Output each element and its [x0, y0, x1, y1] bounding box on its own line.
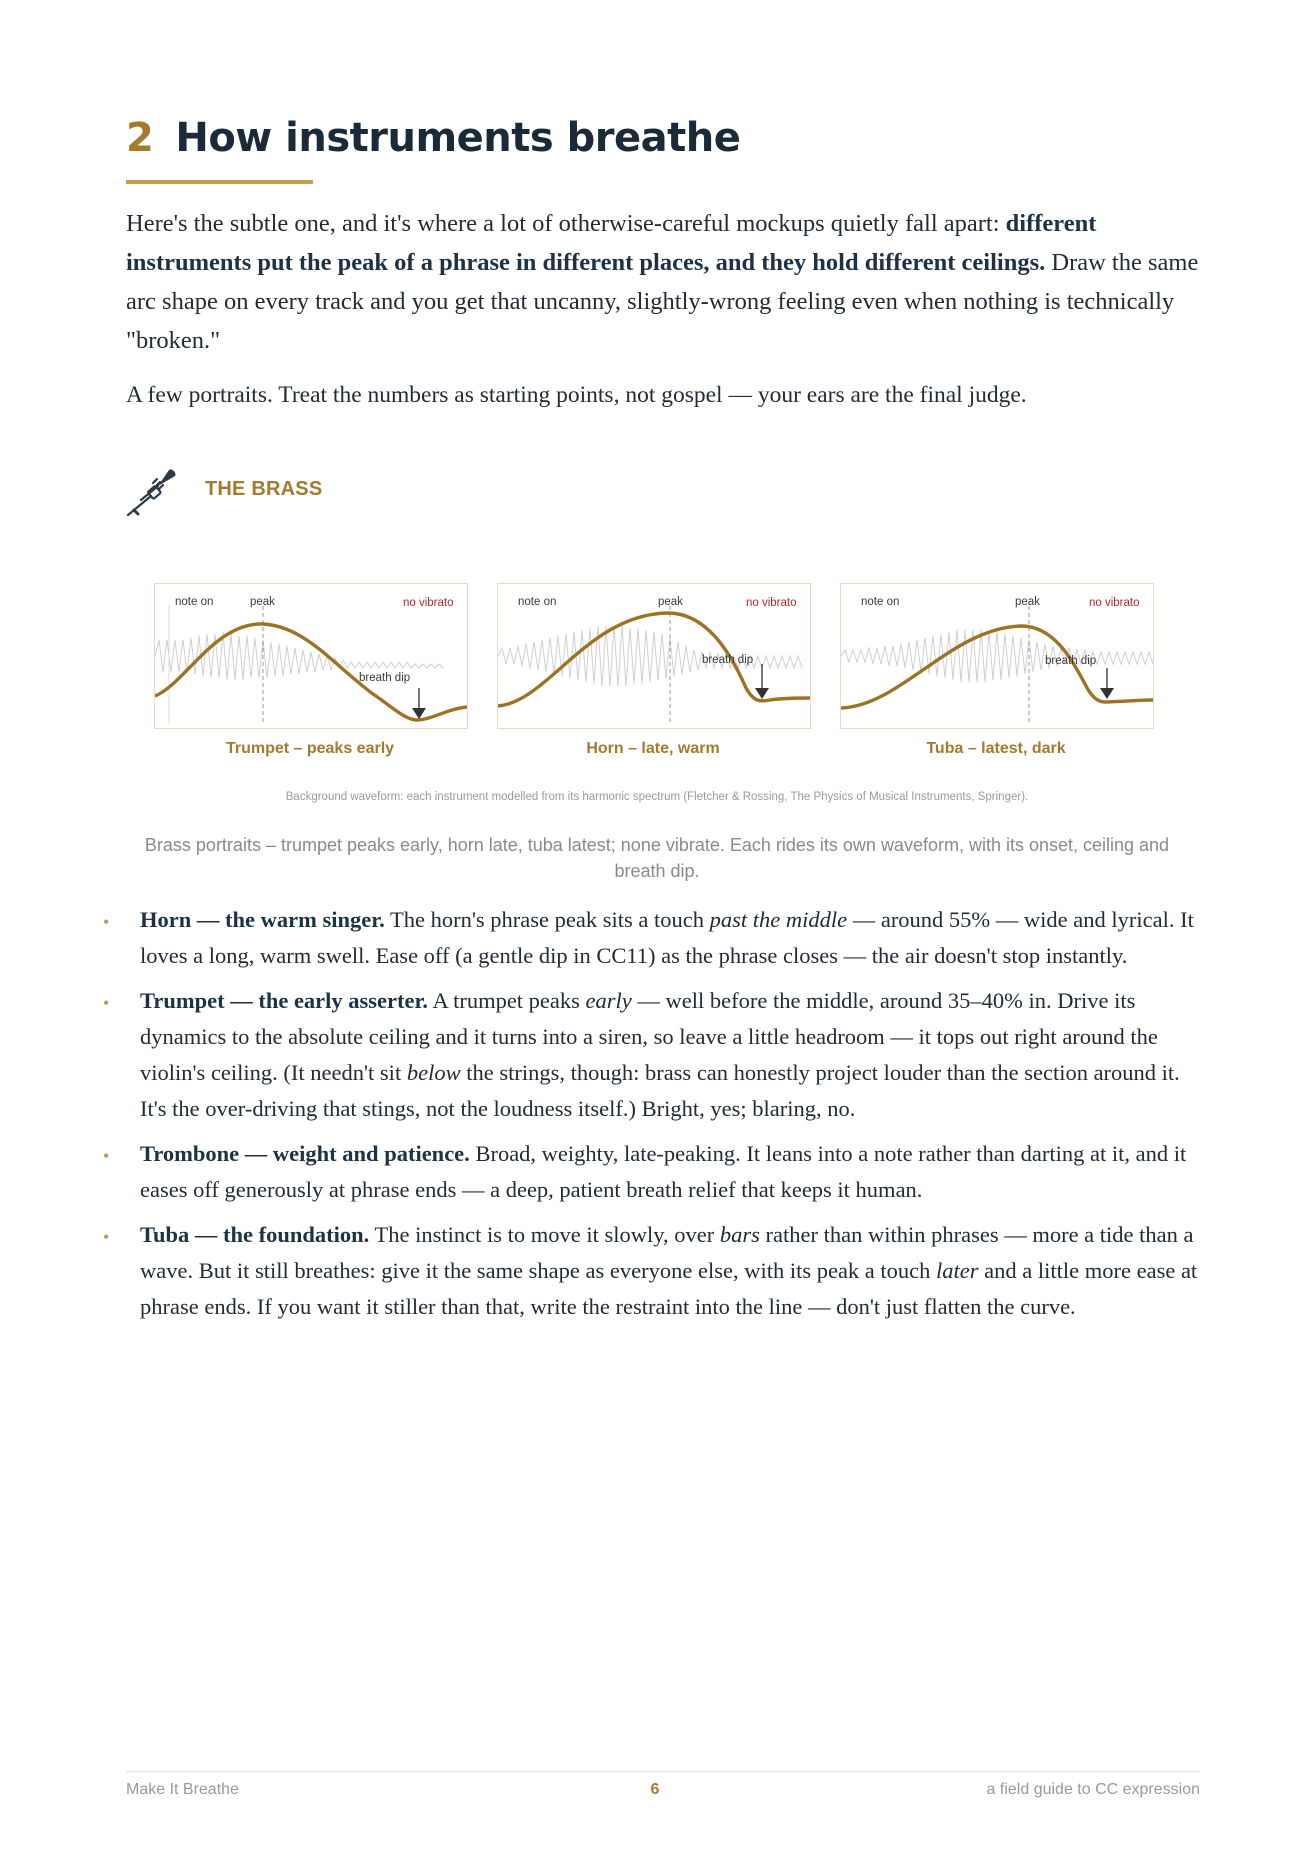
- bullet-dot: •: [103, 1227, 110, 1247]
- intro-note: A few portraits. Treat the numbers as starting points, not gospel — your ears are the final judge.: [126, 382, 1027, 408]
- footer-subtitle: a field guide to CC expression: [986, 1781, 1200, 1798]
- figure-caption: Brass portraits – trumpet peaks early, horn late, tuba latest; none vibrate. Each rides its own waveform, with its onset, ceiling and breath dip.: [144, 835, 1170, 881]
- item-text: Broad, weighty, late-peaking. It leans into a note rather than darting at it, and it eases off generously at phrase ends — a deep, patient breath relief that keeps it human.: [140, 1141, 1187, 1202]
- trumpet-icon: [124, 464, 180, 520]
- section-title: How instruments breathe: [175, 115, 741, 161]
- item-emphasis: bars: [719, 1222, 760, 1247]
- instrument-list: [100, 902, 1204, 1334]
- section-label-brass: THE BRASS: [205, 478, 323, 500]
- breath-dip-label: breath dip: [702, 654, 754, 666]
- breath-dip-label: breath dip: [1045, 655, 1097, 667]
- figure-source-note: Background waveform: each instrument modelled from its harmonic spectrum (Fletcher & Rossing, The Physics of Musical Instruments, Springer).: [285, 791, 1029, 803]
- horn-panel: [497, 583, 811, 729]
- intro-text-a: Here's the subtle one, and it's where a lot of otherwise-careful mockups quietly fall apart:: [126, 210, 1006, 237]
- item-emphasis: below: [406, 1060, 461, 1085]
- trumpet-panel: [154, 583, 468, 729]
- page-number: 6: [650, 1781, 660, 1798]
- intro-text-b: Draw the same arc shape on every track and you get that uncanny, slightly-wrong feeling even when nothing is technically "broken.": [126, 249, 1199, 354]
- background-waveform: [841, 630, 1153, 682]
- item-emphasis: past the middle: [709, 907, 848, 932]
- list-item: [100, 902, 1204, 974]
- item-text: — around 55% — wide and lyrical. It loves a long, warm swell. Ease off (a gentle dip in CC11) as the phrase closes — the air doesn't stop instantly.: [140, 907, 1194, 968]
- peak-label: peak: [658, 596, 683, 608]
- item-text: The horn's phrase peak sits a touch: [384, 907, 710, 932]
- breath-dip-label: breath dip: [359, 672, 411, 684]
- section-number: 2: [126, 115, 154, 161]
- item-text: the strings, though: brass can honestly project louder than the section around it. It's the over-driving that stings, not the loudness itself.) Bright, yes; blaring, no.: [140, 1060, 1180, 1121]
- note-on-label: note on: [175, 596, 214, 608]
- list-item: [100, 1217, 1204, 1325]
- intro-bold: different instruments put the peak of a phrase in different places, and they hold different ceilings.: [126, 210, 1097, 276]
- no-vibrato-label: no vibrato: [1089, 597, 1140, 609]
- item-emphasis: early: [585, 988, 632, 1013]
- background-waveform: [498, 626, 802, 686]
- item-emphasis: later: [936, 1258, 979, 1283]
- item-title: Trumpet — the early asserter.: [140, 988, 429, 1013]
- bullet-dot: •: [103, 1146, 110, 1166]
- intro-paragraph: [126, 204, 1200, 360]
- item-text: — well before the middle, around 35–40% in. Drive its dynamics to the absolute ceiling and it turns into a siren, so leave a little headroom — it tops out right around the violin's ceiling. (It needn't sit: [140, 988, 1158, 1085]
- item-title: Trombone — weight and patience.: [140, 1141, 470, 1166]
- footer-divider: [126, 1771, 1200, 1772]
- tuba-caption: Tuba – latest, dark: [926, 740, 1066, 757]
- peak-label: peak: [250, 596, 275, 608]
- footer-book-title: Make It Breathe: [126, 1781, 239, 1798]
- item-title: Horn — the warm singer.: [140, 907, 385, 932]
- item-text: The instinct is to move it slowly, over: [369, 1222, 720, 1247]
- tuba-panel: [840, 583, 1154, 729]
- item-text: and a little more ease at phrase ends. If you want it stiller than that, write the restraint into the line — don't just flatten the curve.: [140, 1258, 1198, 1319]
- peak-label: peak: [1015, 596, 1040, 608]
- no-vibrato-label: no vibrato: [403, 597, 454, 609]
- item-text: rather than within phrases — more a tide than a wave. But it still breathes: give it the same shape as everyone else, with its peak a touch: [140, 1222, 1194, 1283]
- no-vibrato-label: no vibrato: [746, 597, 797, 609]
- bullet-dot: •: [103, 993, 110, 1013]
- expression-curve: [155, 624, 467, 720]
- section-heading: [126, 115, 741, 161]
- horn-caption: Horn – late, warm: [586, 740, 720, 757]
- list-item: [100, 983, 1204, 1127]
- item-title: Tuba — the foundation.: [140, 1222, 370, 1247]
- bullet-dot: •: [103, 912, 110, 932]
- note-on-label: note on: [518, 596, 557, 608]
- heading-underline: [126, 180, 313, 184]
- list-item: [100, 1136, 1204, 1208]
- trumpet-caption: Trumpet – peaks early: [225, 740, 395, 757]
- item-text: A trumpet peaks: [428, 988, 586, 1013]
- note-on-label: note on: [861, 596, 900, 608]
